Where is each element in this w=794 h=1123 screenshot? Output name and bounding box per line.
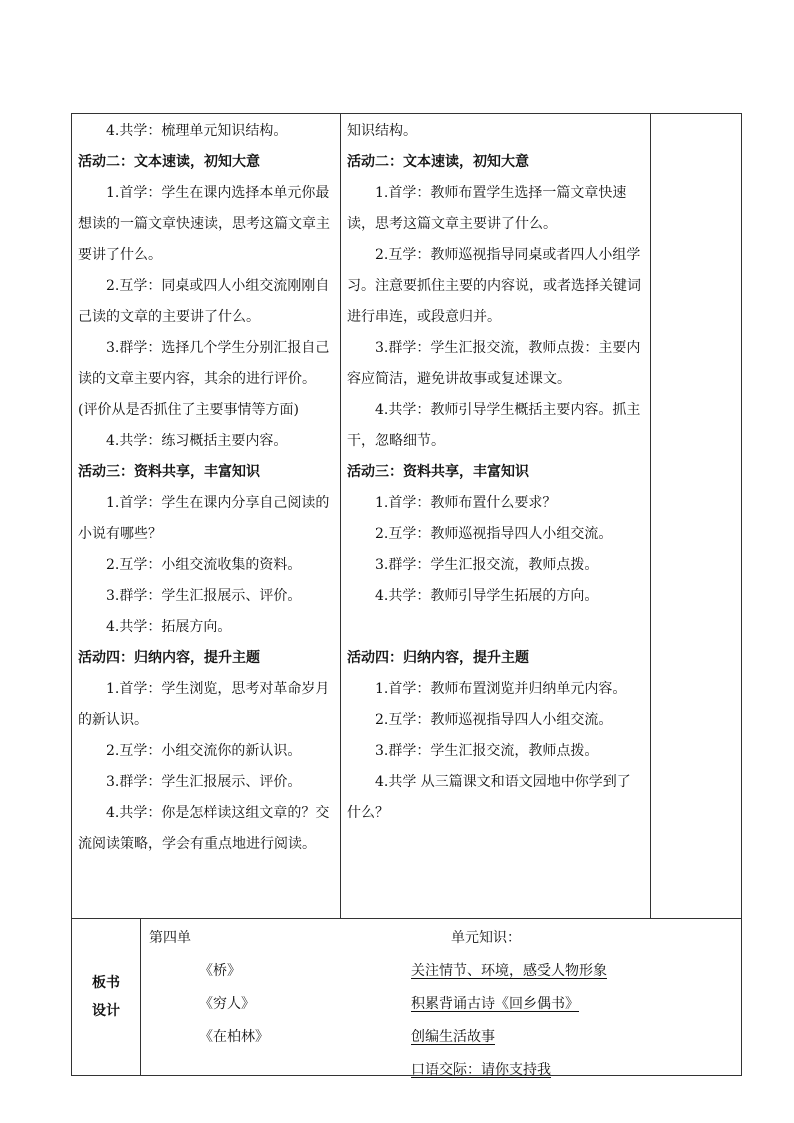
lesson-title: 《桥》 <box>199 963 241 979</box>
spacer <box>347 612 644 643</box>
board-label-line: 板书 <box>92 975 120 991</box>
activity-heading: 活动四：归纳内容，提升主题 <box>78 650 260 666</box>
paragraph: 1.首学：教师布置什么要求？ <box>375 495 557 511</box>
paragraph: 知识结构。 <box>347 123 417 139</box>
paragraph: 1.首学：学生浏览，思考对革命岁月的新认识。 <box>78 681 330 728</box>
paragraph: 4.共学：练习概括主要内容。 <box>106 433 288 449</box>
paragraph: 2.互学：教师巡视指导四人小组交流。 <box>375 712 613 728</box>
paragraph: 1.首学：教师布置学生选择一篇文章快速读，思考这篇文章主要讲了什么。 <box>347 185 627 232</box>
paragraph: 1.首学：学生在课内选择本单元你最想读的一篇文章快速读，思考这篇文章主要讲了什么。 <box>78 185 330 263</box>
knowledge-item: 创编生活故事 <box>411 1029 495 1045</box>
teacher-activity-cell <box>341 114 651 919</box>
paragraph: 2.互学：小组交流收集的资料。 <box>106 557 302 573</box>
paragraph: 1.首学：教师布置浏览并归纳单元内容。 <box>375 681 627 697</box>
paragraph: 2.互学：小组交流你的新认识。 <box>106 743 302 759</box>
lesson-table <box>71 113 742 1076</box>
paragraph: 4.共学：教师引导学生拓展的方向。 <box>375 588 599 604</box>
paragraph: 2.互学：同桌或四人小组交流刚刚自己读的文章的主要讲了什么。 <box>78 278 330 325</box>
lesson-titles <box>199 955 269 1054</box>
lesson-title: 《在柏林》 <box>199 1029 269 1045</box>
activity-row <box>72 114 742 919</box>
paragraph: 2.互学：教师巡视指导同桌或者四人小组学习。注意要抓住主要的内容说，或者选择关键词进行串连，或段意归并。 <box>347 247 641 325</box>
paragraph: 3.群学：选择几个学生分别汇报自己读的文章主要内容，其余的进行评价。(评价从是否抓住了主要事情等方面) <box>78 340 330 418</box>
board-design-cell <box>141 919 742 1076</box>
knowledge-item: 关注情节、环境，感受人物形象 <box>411 963 607 979</box>
board-label-line: 设计 <box>92 1003 120 1019</box>
board-design-row <box>72 919 742 1076</box>
paragraph: 3.群学：学生汇报交流，教师点拨。 <box>375 743 599 759</box>
knowledge-item: 口语交际：请你支持我 <box>411 1062 551 1078</box>
unit-label: 第四单 <box>149 930 191 946</box>
notes-cell <box>651 114 742 919</box>
paragraph: 3.群学：学生汇报展示、评价。 <box>106 588 302 604</box>
paragraph: 4.共学 从三篇课文和语文园地中你学到了什么？ <box>347 774 631 821</box>
knowledge-heading: 单元知识： <box>451 930 521 946</box>
paragraph: 3.群学：学生汇报展示、评价。 <box>106 774 302 790</box>
paragraph: 4.共学：你是怎样读这组文章的？交流阅读策略，学会有重点地进行阅读。 <box>78 805 330 852</box>
paragraph: 3.群学：学生汇报交流，教师点拨。 <box>375 557 599 573</box>
lesson-title: 《穷人》 <box>199 996 255 1012</box>
paragraph: 3.群学：学生汇报交流，教师点拨：主要内容应简洁，避免讲故事或复述课文。 <box>347 340 641 387</box>
paragraph: 4.共学：梳理单元知识结构。 <box>106 123 288 139</box>
paragraph: 2.互学：教师巡视指导四人小组交流。 <box>375 526 613 542</box>
knowledge-list <box>411 955 607 1087</box>
student-activity-cell <box>72 114 341 919</box>
activity-heading: 活动二：文本速读，初知大意 <box>347 154 529 170</box>
activity-heading: 活动三：资料共享，丰富知识 <box>347 464 529 480</box>
paragraph: 4.共学：教师引导学生概括主要内容。抓主干，忽略细节。 <box>347 402 641 449</box>
activity-heading: 活动二：文本速读，初知大意 <box>78 154 260 170</box>
activity-heading: 活动三：资料共享，丰富知识 <box>78 464 260 480</box>
board-design-label <box>72 919 141 1076</box>
paragraph: 4.共学：拓展方向。 <box>106 619 232 635</box>
paragraph: 1.首学：学生在课内分享自己阅读的小说有哪些？ <box>78 495 330 542</box>
activity-heading: 活动四：归纳内容，提升主题 <box>347 650 529 666</box>
knowledge-item: 积累背诵古诗《回乡偶书》 <box>411 996 579 1012</box>
